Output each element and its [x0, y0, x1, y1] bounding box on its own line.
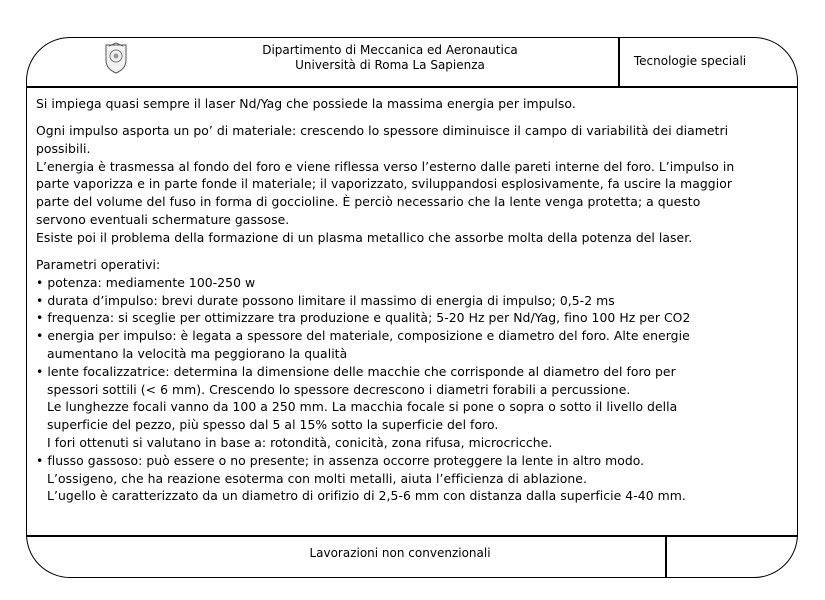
header-title: [230, 43, 550, 73]
intro-paragraph: [36, 95, 576, 113]
text-line: servono eventuali schermature gassose.: [36, 211, 290, 227]
list-item-continuation: spessori sottili (< 6 mm). Crescendo lo spessore decrescono i diametri forabili a percussione.: [47, 381, 631, 397]
parameters-list: [36, 256, 690, 505]
list-item-continuation: I fori ottenuti si valutano in base a: rotondità, conicità, zona rifusa, microcricche.: [47, 434, 553, 450]
parameters-title: Parametri operativi:: [36, 257, 161, 272]
text-line: L’energia è trasmessa al fondo del foro e viene riflessa verso l’esterno dalle pareti interne del foro. L’impulso in: [36, 158, 735, 174]
intro-text: Si impiega quasi sempre il laser Nd/Yag che possiede la massima energia per impulso.: [36, 96, 576, 111]
list-item-continuation: L’ugello è caratterizzato da un diametro di orifizio di 2,5-6 mm con distanza dalla superficie 4-40 mm.: [47, 488, 686, 504]
text-line: parte del volume del fuso in forma di goccioline. È perciò necessario che la lente venga protetta; a questo: [36, 194, 701, 210]
text-line: Ogni impulso asporta un po’ di materiale: crescendo lo spessore diminuisce il campo di variabilità dei diametri: [36, 123, 729, 138]
department-name: Dipartimento di Meccanica ed Aeronautica: [262, 43, 518, 57]
list-item: • frequenza: si sceglie per ottimizzare tra produzione e qualità; 5-20 Hz per Nd/Yag, fino 100 Hz per CO2: [36, 310, 691, 326]
list-item: • lente focalizzatrice: determina la dimensione delle macchie che corrisponde al diametro del foro per: [36, 363, 676, 379]
text-line: possibili.: [36, 140, 91, 156]
university-name: Università di Roma La Sapienza: [295, 58, 485, 72]
university-seal-icon: [103, 42, 129, 74]
header-divider: [26, 86, 798, 88]
list-item-continuation: Le lunghezze focali vanno da 100 a 250 mm. La macchia focale si pone o sopra o sotto il livello della: [47, 399, 678, 415]
list-item-continuation: aumentano la velocità ma peggiorano la qualità: [47, 345, 348, 361]
footer-separator: [665, 535, 667, 578]
list-item: • energia per impulso: è legata a spessore del materiale, composizione e diametro del foro. Alte energie: [36, 328, 690, 344]
footer-label: Lavorazioni non convenzionali: [309, 546, 491, 560]
list-item: • potenza: mediamente 100-250 w: [36, 274, 256, 290]
list-item: • durata d’impulso: brevi durate possono limitare il massimo di energia di impulso; 0,5-2 ms: [36, 292, 615, 308]
list-item-continuation: L’ossigeno, che ha reazione esoterma con molti metalli, aiuta l’efficienza di ablazione.: [47, 470, 587, 486]
list-item: • flusso gassoso: può essere o no presente; in assenza occorre proteggere la lente in altro modo.: [36, 452, 645, 468]
list-item-continuation: superficie del pezzo, più spesso dal 5 al 15% sotto la superficie del foro.: [47, 417, 499, 433]
header-separator: [618, 37, 620, 87]
text-line: parte vaporizza e in parte fonde il materiale; il vaporizzato, sviluppandosi esplosivamente, fa uscire la maggior: [36, 176, 732, 192]
impulse-paragraph: [36, 122, 734, 247]
course-title: Tecnologie speciali: [633, 54, 747, 68]
footer-divider: [26, 535, 798, 537]
text-line: Esiste poi il problema della formazione di un plasma metallico che assorbe molta della potenza del laser.: [36, 229, 693, 245]
